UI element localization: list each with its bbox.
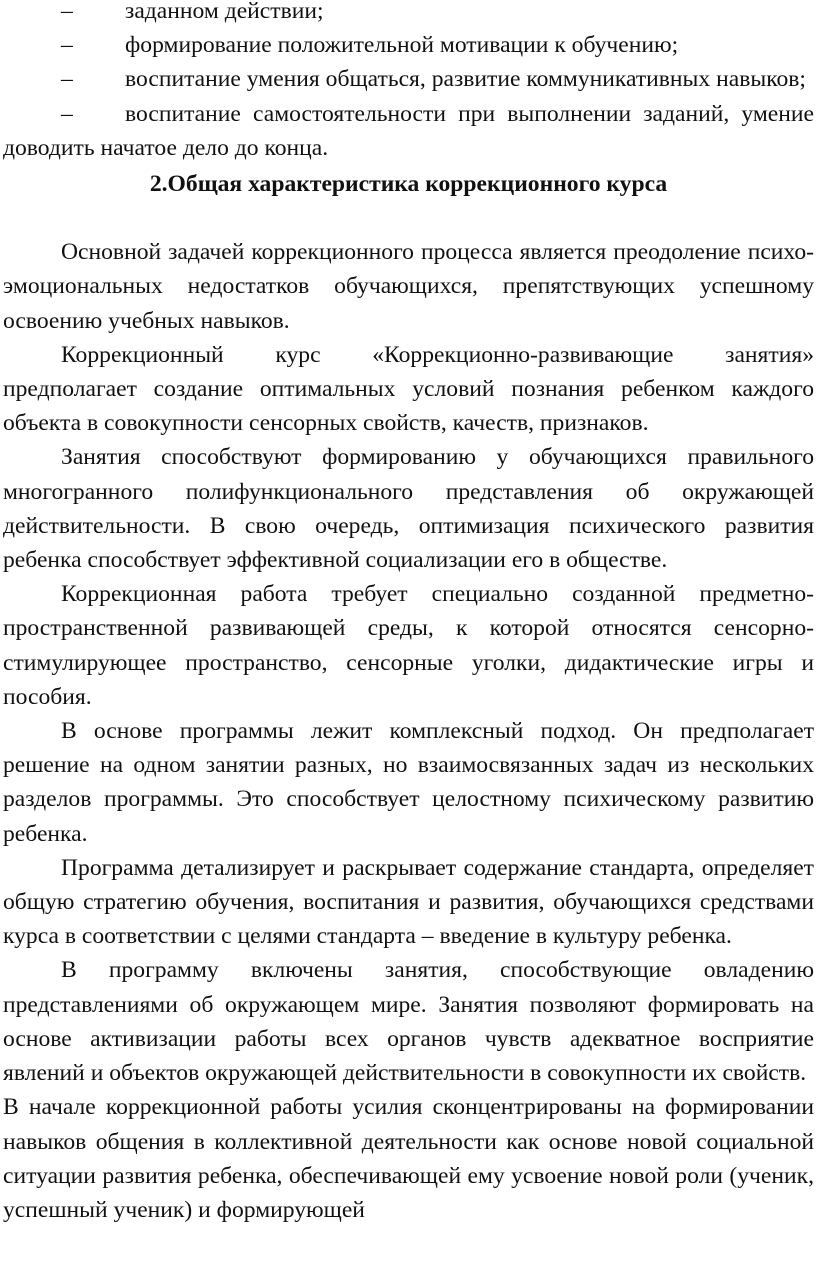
bullet-item	[3, 28, 814, 62]
paragraph-course-description: Коррекционный курс «Коррекционно-развивающие занятия» предполагает создание оптимальных условий познания ребенком каждого объекта в совокупности сенсорных свойств, качеств, признаков.	[3, 341, 814, 437]
bullet-item	[3, 97, 814, 165]
bullet-dash: –	[61, 32, 73, 59]
section-heading: 2.Общая характеристика коррекционного курса	[149, 171, 668, 198]
paragraph-lessons-purpose: Занятия способствуют формированию у обучающихся правильного многогранного полифункционального представления об окружающей действительности. В свою очередь, оптимизация психического развития ребенка способствует эффективной социализации его в обществе.	[3, 444, 814, 574]
bullet-text: заданном действии;	[125, 0, 324, 24]
paragraph-main-task: Основной задачей коррекционного процесса является преодоление психо-эмоциональных недостатков обучающихся, препятствующих успешному освоению учебных навыков.	[3, 239, 814, 334]
paragraph-approach: В основе программы лежит комплексный подход. Он предполагает решение на одном занятии разных, но взаимосвязанных задач из нескольких разделов программы. Это способствует целостному психическому развитию ребенка.	[3, 718, 814, 847]
bullet-item	[3, 62, 814, 96]
paragraph-program-details: Программа детализирует и раскрывает содержание стандарта, определяет общую стратегию обучения, воспитания и развития, обучающихся средствами курса в соответствии с целями стандарта – введение в культуру ребенка.	[3, 854, 814, 950]
paragraph-initial-stage: В начале коррекционной работы усилия сконцентрированы на формировании навыков общения в коллективной деятельности как основе новой социальной ситуации развития ребенка, обеспечивающей ему усвоение новой роли (ученик, успешный ученик) и формирующей	[3, 1094, 814, 1223]
paragraph-program-content: В программу включены занятия, способствующие овладению представлениями об окружающем мире. Занятия позволяют формировать на основе активизации работы всех органов чувств адекватное восприятие явлений и объектов окружающей действительности в совокупности их свойств.	[3, 957, 814, 1087]
bullet-text: формирование положительной мотивации к обучению;	[125, 32, 679, 59]
bullet-item	[3, 0, 814, 28]
bullet-dash: –	[61, 0, 73, 24]
paragraph-environment: Коррекционная работа требует специально созданной предметно-пространственной развивающей среды, к которой относятся сенсорно-стимулирующее пространство, сенсорные уголки, дидактические игры и пособия.	[3, 581, 814, 710]
bullet-text: воспитание умения общаться, развитие коммуникативных навыков;	[125, 66, 806, 93]
bullet-dash: –	[61, 100, 73, 127]
bullet-dash: –	[61, 66, 73, 93]
bullet-text: воспитание самостоятельности при выполнении заданий, умение доводить начатое дело до конца.	[3, 100, 814, 161]
